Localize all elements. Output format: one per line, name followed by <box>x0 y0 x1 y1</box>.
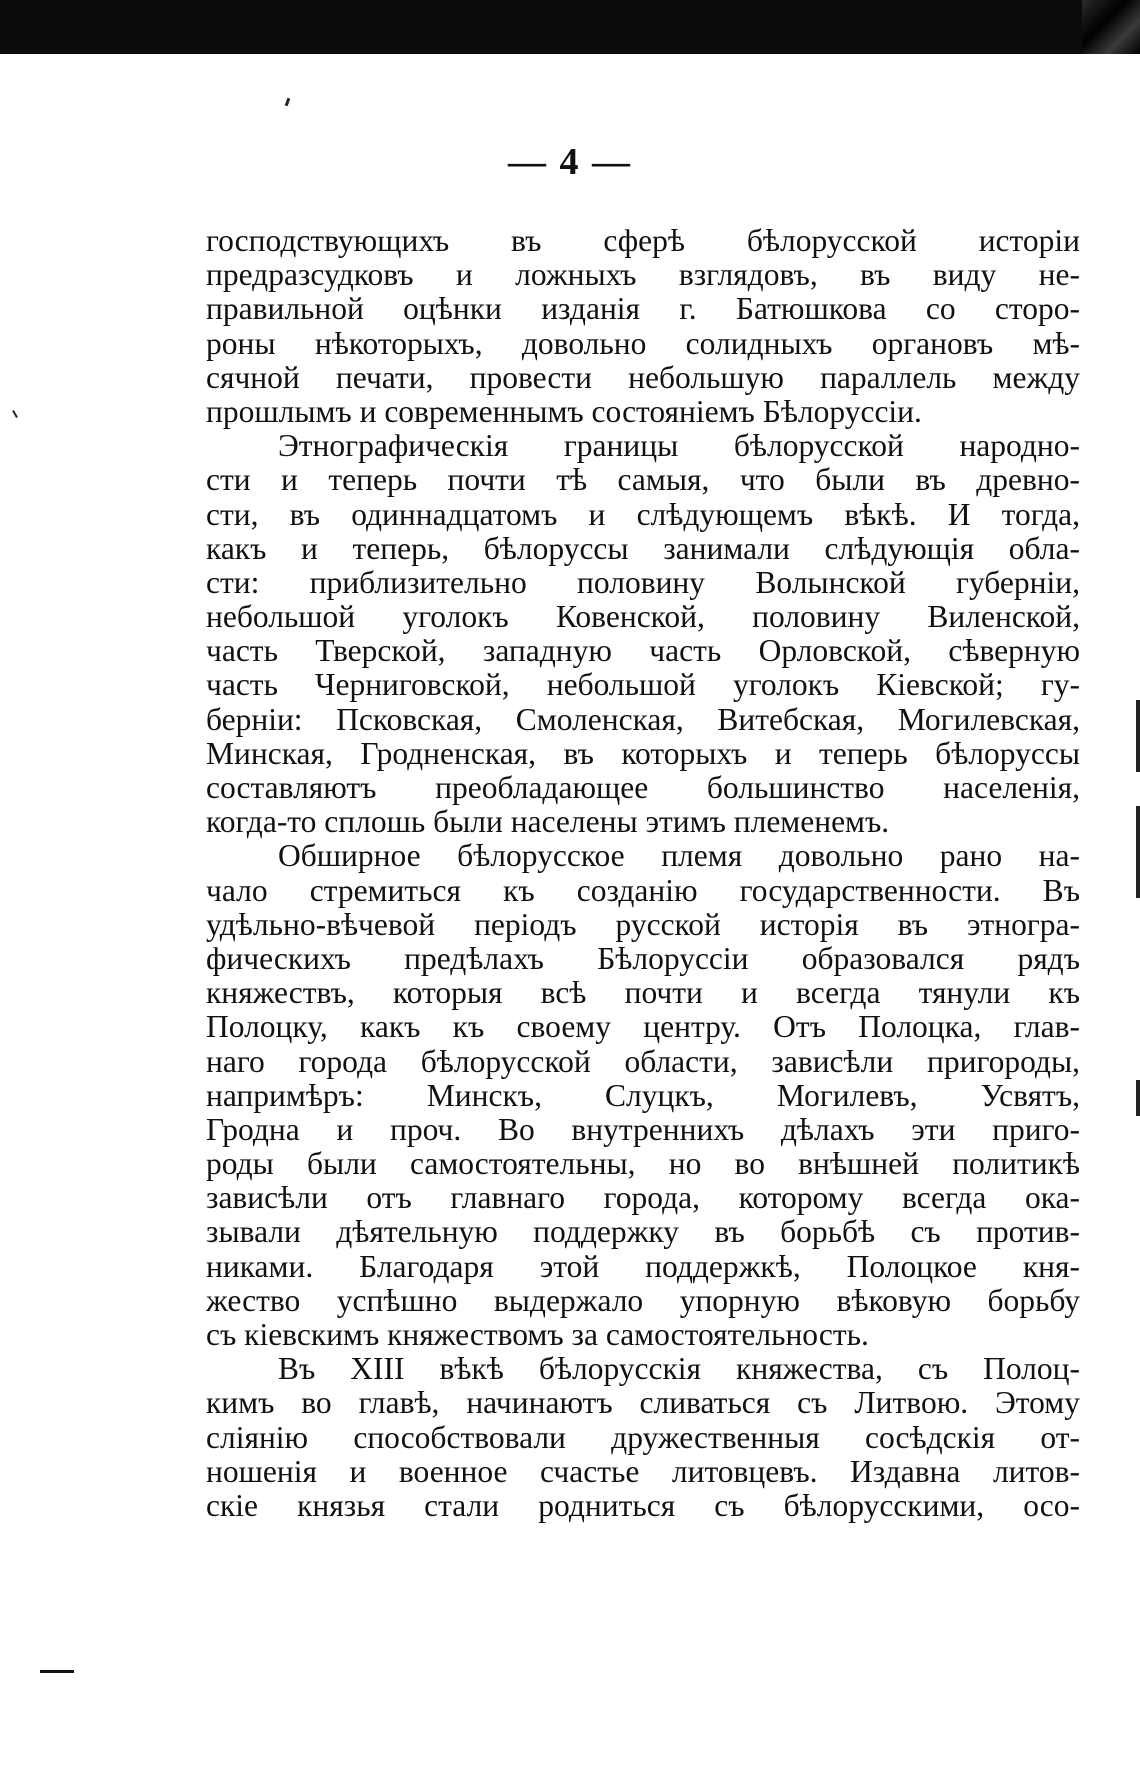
text-line: фическихъ предѣлахъ Бѣлоруссіи образовался рядъ <box>206 940 1080 976</box>
text-line: роны нѣкоторыхъ, довольно солидныхъ органовъ мѣ- <box>206 325 1080 361</box>
text-line: наго города бѣлорусской области, зависѣли пригороды, <box>206 1043 1080 1079</box>
text-line: сячной печати, провести небольшую параллель между <box>206 359 1080 395</box>
text-line: никами. Благодаря этой поддержкѣ, Полоцкое кня- <box>206 1248 1080 1284</box>
text-line: прошлымъ и современнымъ состояніемъ Бѣлоруссіи. <box>206 393 922 429</box>
text-line: предразсудковъ и ложныхъ взглядовъ, въ виду не- <box>206 257 1080 293</box>
text-line: кимъ во главѣ, начинаютъ сливаться съ Литвою. Этому <box>206 1385 1080 1421</box>
page-number: — 4 — <box>508 141 632 183</box>
text-line: правильной оцѣнки изданія г. Батюшкова со сторо- <box>206 291 1080 327</box>
scan-top-border <box>0 0 1140 54</box>
text-line: ношенія и военное счастье литовцевъ. Издавна литов- <box>206 1453 1080 1489</box>
text-line: сти, въ одиннадцатомъ и слѣдующемъ вѣкѣ. И тогда, <box>206 496 1080 532</box>
text-line: съ кіевскимъ княжествомъ за самостоятельность. <box>206 1317 869 1352</box>
text-line: удѣльно-вѣчевой періодъ русской исторія въ этногра- <box>206 906 1080 942</box>
text-line: когда-то сплошь были населены этимъ племенемъ. <box>206 804 890 840</box>
paragraph <box>206 224 1080 429</box>
scan-edge-mark <box>1136 1080 1140 1116</box>
text-line: напримѣръ: Минскъ, Слуцкъ, Могилевъ, Усвятъ, <box>206 1077 1080 1113</box>
text-line: сти и теперь почти тѣ самыя, что были въ древно- <box>206 462 1080 498</box>
text-line: княжествъ, которыя всѣ почти и всегда тянули къ <box>206 975 1080 1011</box>
text-line: небольшой уголокъ Ковенской, половину Виленской, <box>206 599 1080 635</box>
scan-speck <box>285 98 291 107</box>
text-line: роды были самостоятельны, но во внѣшней политикѣ <box>206 1146 1080 1182</box>
text-line: чало стремиться къ созданію государственности. Въ <box>206 872 1080 908</box>
text-line: Обширное бѣлорусское племя довольно рано на- <box>278 838 1080 874</box>
text-line: какъ и теперь, бѣлоруссы занимали слѣдующія обла- <box>206 530 1080 566</box>
text-line: часть Тверской, западную часть Орловской, сѣверную <box>206 633 1080 669</box>
text-line: Гродна и проч. Во внутреннихъ дѣлахъ эти приго- <box>206 1111 1080 1147</box>
paragraph <box>206 839 1080 1352</box>
text-line: составляютъ преобладающее большинство населенія, <box>206 770 1080 805</box>
paragraph <box>206 429 1080 839</box>
text-line: зависѣли отъ главнаго города, которому всегда ока- <box>206 1180 1080 1216</box>
text-line: Минская, Гродненская, въ которыхъ и теперь бѣлоруссы <box>206 735 1080 771</box>
text-line: господствующихъ въ сферѣ бѣлорусской исторіи <box>206 223 1080 258</box>
text-line: сти: приблизительно половину Волынской губерніи, <box>206 564 1080 600</box>
scan-corner-artifact <box>1082 0 1140 54</box>
text-line: Въ XIII вѣкѣ бѣлорусскія княжества, съ Полоц- <box>278 1351 1080 1387</box>
text-line: Полоцку, какъ къ своему центру. Отъ Полоцка, глав- <box>206 1009 1080 1045</box>
text-line: зывали дѣятельную поддержку въ борьбѣ съ против- <box>206 1214 1080 1250</box>
text-line: Этнографическія границы бѣлорусской народно- <box>278 428 1080 464</box>
scan-speck <box>12 410 18 418</box>
scan-edge-mark <box>1136 700 1140 772</box>
text-line: скіе князья стали родниться съ бѣлорусскими, осо- <box>206 1487 1080 1523</box>
page-body <box>206 224 1080 1523</box>
text-line: часть Черниговской, небольшой уголокъ Кіевской; гу- <box>206 667 1080 703</box>
text-line: берніи: Псковская, Смоленская, Витебская, Могилевская, <box>206 701 1080 737</box>
paragraph <box>206 1352 1080 1523</box>
scan-edge-mark <box>1136 806 1140 898</box>
text-line: жество успѣшно выдержало упорную вѣковую борьбу <box>206 1282 1080 1318</box>
text-line: сліянію способствовали дружественныя сосѣдскія от- <box>206 1419 1080 1455</box>
scan-footer-mark <box>40 1670 74 1673</box>
